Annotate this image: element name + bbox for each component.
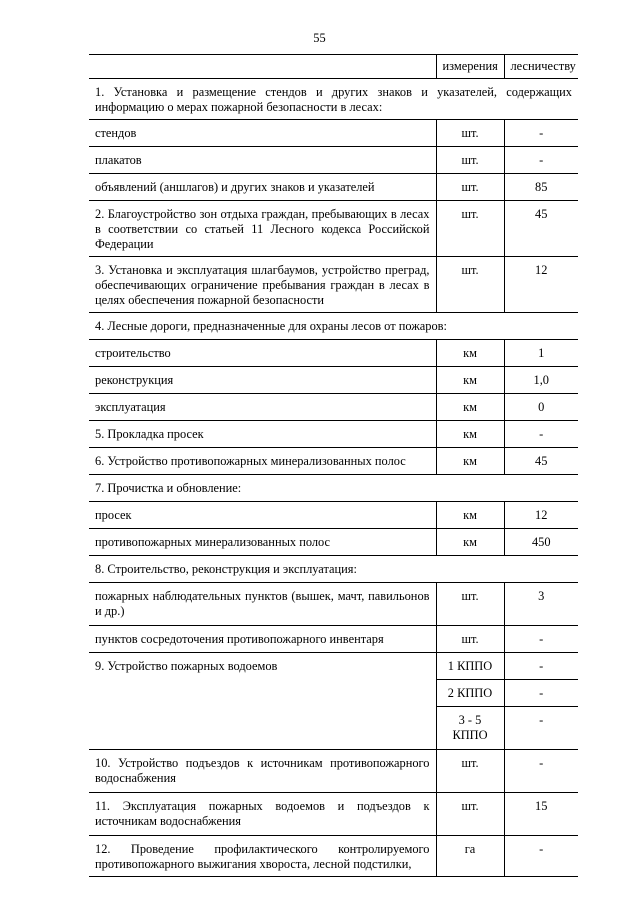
row-unit: 1 КППО xyxy=(436,653,504,680)
table-row xyxy=(89,502,578,529)
row-value: 450 xyxy=(504,529,578,556)
table-row xyxy=(89,147,578,174)
row-value: - xyxy=(504,120,578,147)
row-value: 45 xyxy=(504,448,578,475)
table-row xyxy=(89,475,578,502)
row-name: пожарных наблюдательных пунктов (вышек, мачт, павильонов и др.) xyxy=(89,583,436,626)
section-heading: 7. Прочистка и обновление: xyxy=(89,475,578,502)
table-row xyxy=(89,653,578,680)
row-value: - xyxy=(504,836,578,877)
table-row xyxy=(89,257,578,313)
row-unit: шт. xyxy=(436,257,504,313)
row-value: - xyxy=(504,147,578,174)
row-value: - xyxy=(504,653,578,680)
row-unit: км xyxy=(436,394,504,421)
table-row xyxy=(89,836,578,877)
row-unit: км xyxy=(436,502,504,529)
row-name: противопожарных минерализованных полос xyxy=(89,529,436,556)
row-unit: 3 - 5 КППО xyxy=(436,707,504,750)
row-value: 3 xyxy=(504,583,578,626)
table-row xyxy=(89,421,578,448)
row-unit: км xyxy=(436,340,504,367)
row-value: 12 xyxy=(504,502,578,529)
row-value: 1,0 xyxy=(504,367,578,394)
row-unit: км xyxy=(436,367,504,394)
row-value: 85 xyxy=(504,174,578,201)
row-unit: 2 КППО xyxy=(436,680,504,707)
row-name: 12. Проведение профилактического контролируемого противопожарного выжигания хвороста, лесной подстилки, xyxy=(89,836,436,877)
row-unit: шт. xyxy=(436,201,504,257)
row-value: - xyxy=(504,626,578,653)
row-unit: шт. xyxy=(436,583,504,626)
row-unit: га xyxy=(436,836,504,877)
row-unit: км xyxy=(436,529,504,556)
row-value: - xyxy=(504,680,578,707)
table-row xyxy=(89,448,578,475)
table-row xyxy=(89,529,578,556)
row-name: 6. Устройство противопожарных минерализованных полос xyxy=(89,448,436,475)
row-unit: шт. xyxy=(436,120,504,147)
row-name: эксплуатация xyxy=(89,394,436,421)
header-unit-cell: измерения xyxy=(436,55,504,79)
table-row xyxy=(89,340,578,367)
row-unit: км xyxy=(436,421,504,448)
row-name: 5. Прокладка просек xyxy=(89,421,436,448)
page-number: 55 xyxy=(313,31,326,45)
table-row xyxy=(89,556,578,583)
row-unit: шт. xyxy=(436,174,504,201)
row-name: плакатов xyxy=(89,147,436,174)
table-row xyxy=(89,367,578,394)
row-value: 0 xyxy=(504,394,578,421)
row-name: реконструкция xyxy=(89,367,436,394)
row-name: 9. Устройство пожарных водоемов xyxy=(89,653,436,750)
row-unit: км xyxy=(436,448,504,475)
section-heading: 8. Строительство, реконструкция и эксплуатация: xyxy=(89,556,578,583)
row-name: 3. Установка и эксплуатация шлагбаумов, устройство преград, обеспечивающих ограничение пребывания граждан в лесах в целях обеспечения пожарной безопасности xyxy=(89,257,436,313)
table-row xyxy=(89,120,578,147)
row-name: 11. Эксплуатация пожарных водоемов и подъездов к источникам водоснабжения xyxy=(89,793,436,836)
row-name: 10. Устройство подъездов к источникам противопожарного водоснабжения xyxy=(89,750,436,793)
table-row xyxy=(89,313,578,340)
row-name: стендов xyxy=(89,120,436,147)
table-row xyxy=(89,79,578,120)
table-row xyxy=(89,750,578,793)
table-row xyxy=(89,793,578,836)
row-value: 15 xyxy=(504,793,578,836)
header-value-cell: лесничеству xyxy=(504,55,578,79)
row-unit: шт. xyxy=(436,626,504,653)
row-unit: шт. xyxy=(436,750,504,793)
table-row xyxy=(89,626,578,653)
row-unit: шт. xyxy=(436,793,504,836)
table-row xyxy=(89,174,578,201)
table-row xyxy=(89,201,578,257)
row-value: - xyxy=(504,750,578,793)
row-value: 1 xyxy=(504,340,578,367)
row-value: - xyxy=(504,707,578,750)
table-row xyxy=(89,583,578,626)
table-header-row xyxy=(89,55,578,79)
section-heading: 1. Установка и размещение стендов и других знаков и указателей, содержащих информацию о мерах пожарной безопасности в лесах: xyxy=(89,79,578,120)
row-value: 12 xyxy=(504,257,578,313)
fire-safety-table xyxy=(89,54,578,877)
row-unit: шт. xyxy=(436,147,504,174)
row-name: 2. Благоустройство зон отдыха граждан, пребывающих в лесах в соответствии со статьей 11 Лесного кодекса Российской Федерации xyxy=(89,201,436,257)
row-value: 45 xyxy=(504,201,578,257)
row-name: просек xyxy=(89,502,436,529)
row-name: пунктов сосредоточения противопожарного инвентаря xyxy=(89,626,436,653)
header-name-cell xyxy=(89,55,436,79)
section-heading: 4. Лесные дороги, предназначенные для охраны лесов от пожаров: xyxy=(89,313,578,340)
table-row xyxy=(89,394,578,421)
row-name: объявлений (аншлагов) и других знаков и указателей xyxy=(89,174,436,201)
row-name: строительство xyxy=(89,340,436,367)
row-value: - xyxy=(504,421,578,448)
